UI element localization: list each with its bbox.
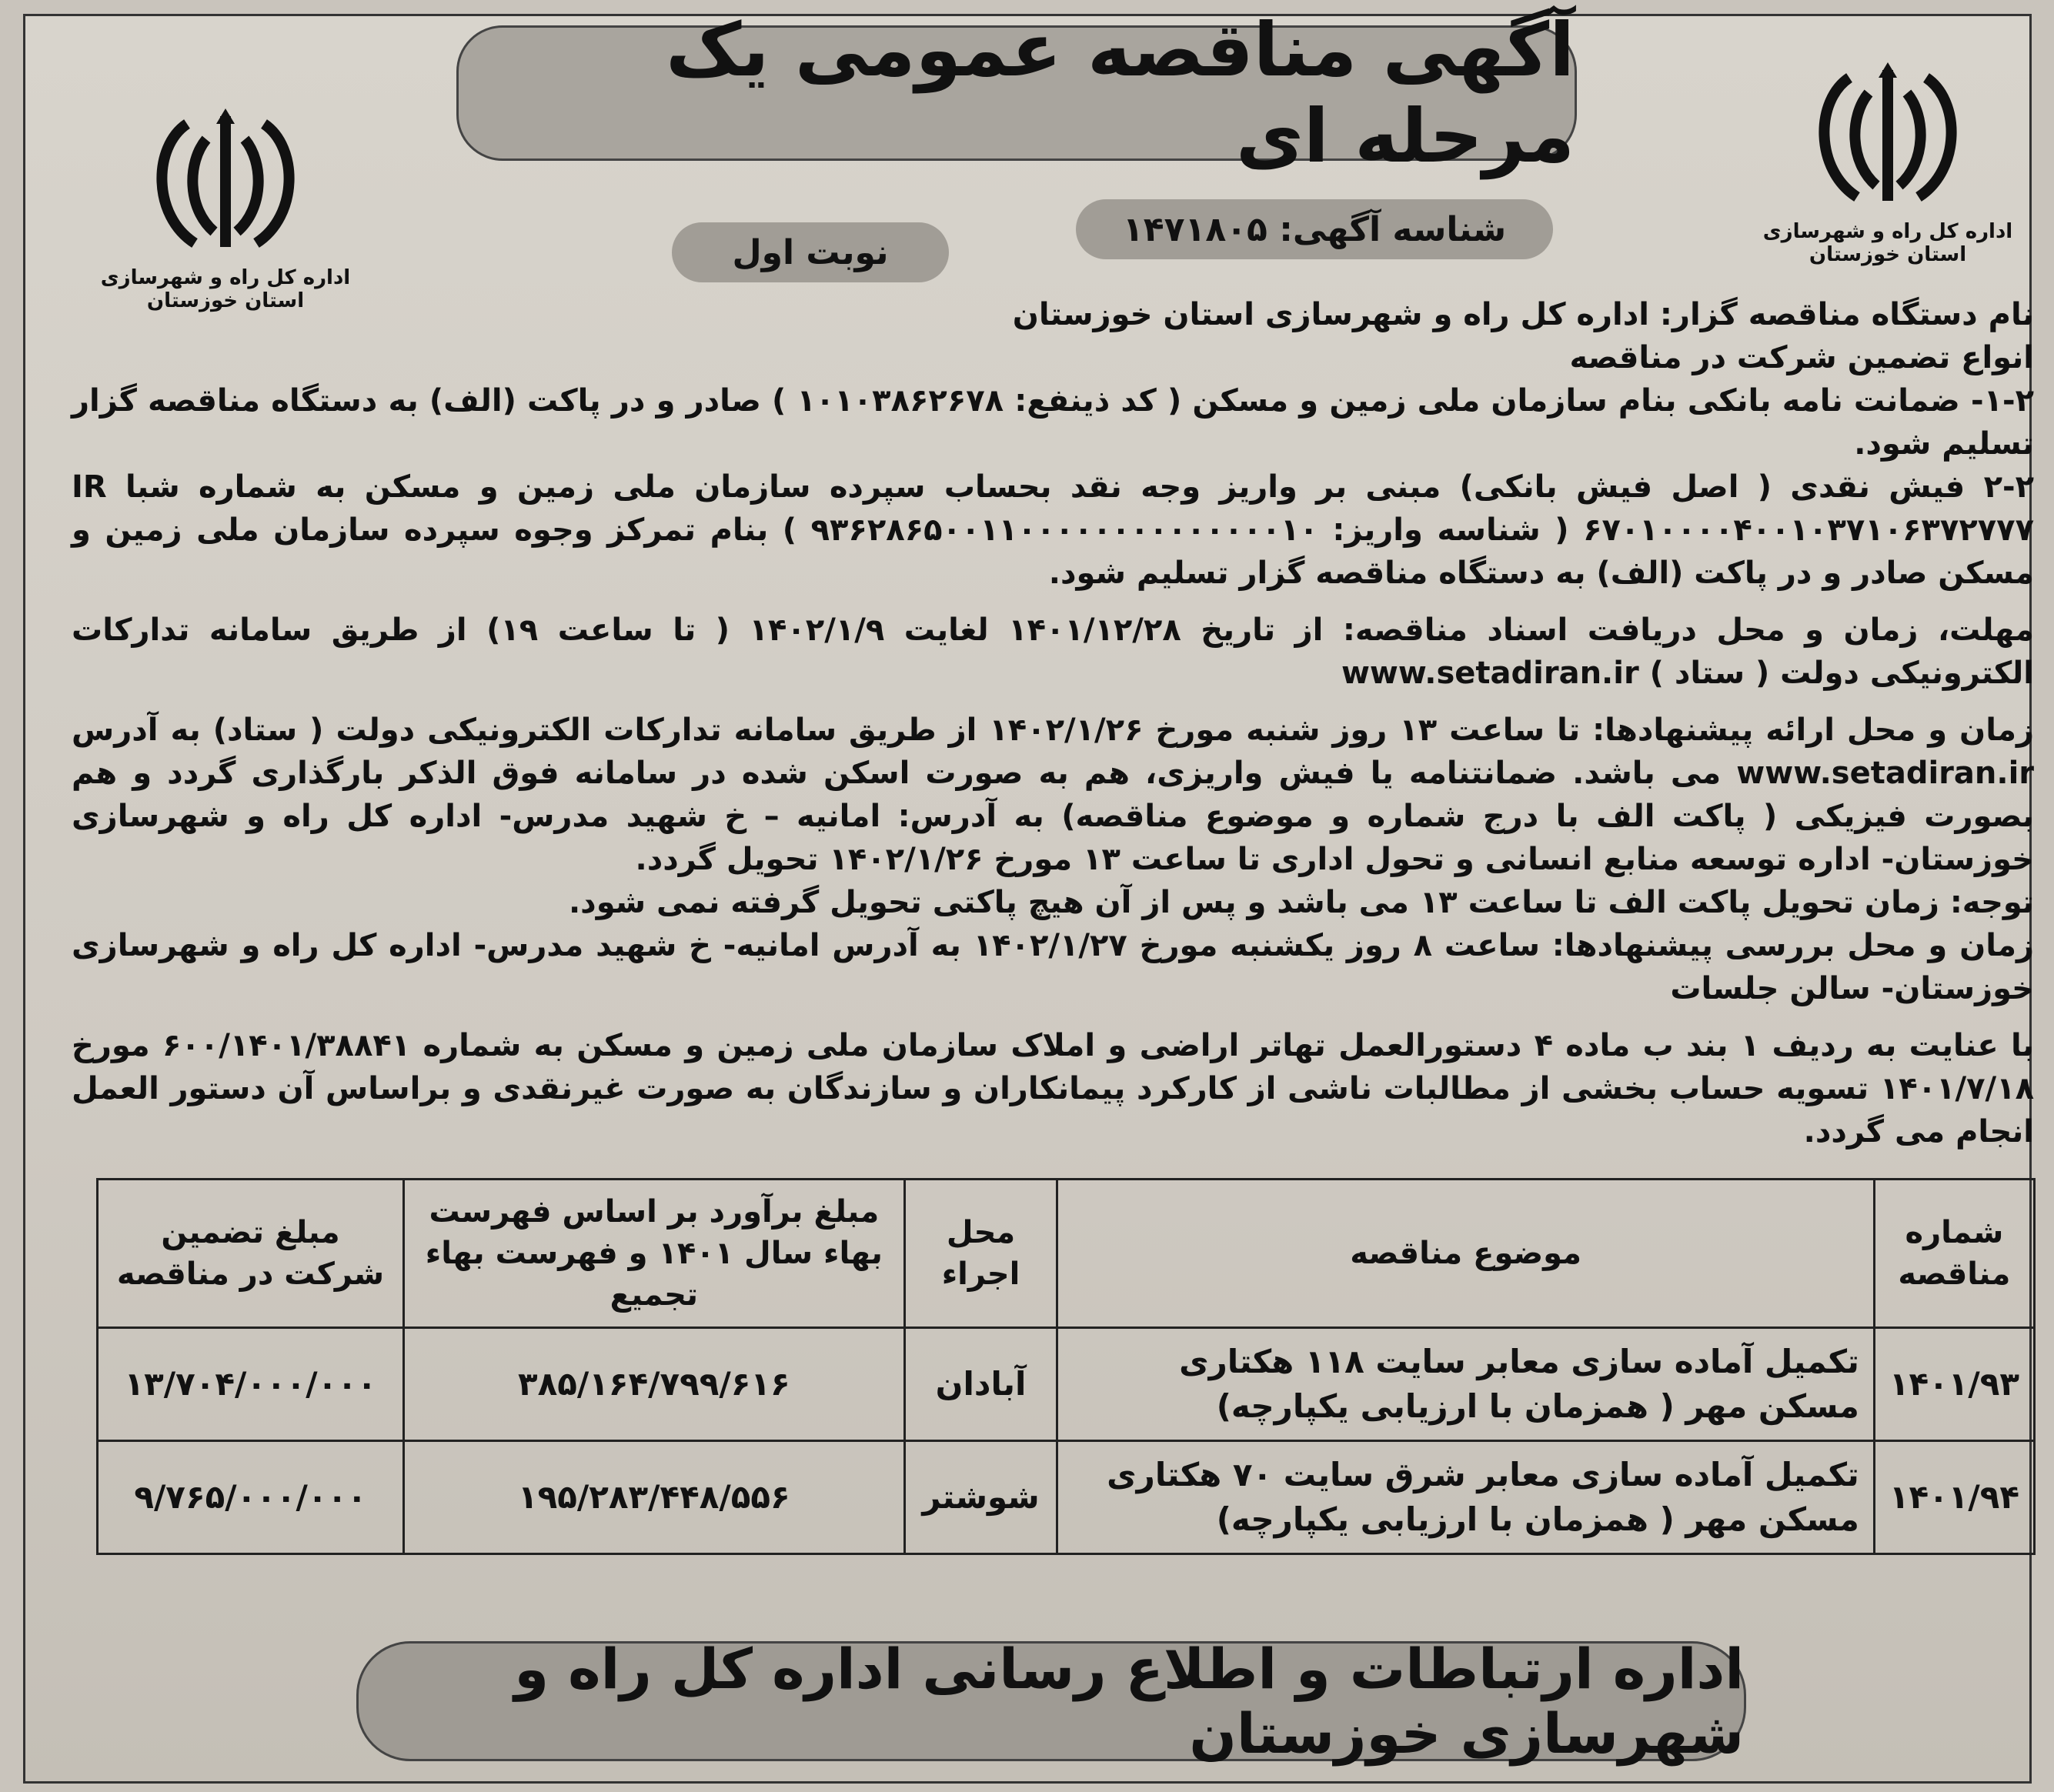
table-row bbox=[98, 1328, 2035, 1441]
header-estimate: مبلغ برآورد بر اساس فهرست بهاء سال ۱۴۰۱ و فهرست بهاء تجمیع bbox=[404, 1180, 905, 1328]
notice-note: توجه: زمان تحویل پاکت الف تا ساعت ۱۳ می باشد و پس از آن هیچ پاکتی تحویل گرفته نمی شود. bbox=[568, 885, 2034, 920]
header-tender-number: شماره مناقصه bbox=[1874, 1180, 2034, 1328]
footer-text: اداره ارتباطات و اطلاع رسانی اداره کل راه و شهرسازی خوزستان bbox=[514, 1637, 1744, 1766]
cell-location: شوشتر bbox=[904, 1441, 1057, 1554]
ad-id-badge: شناسه آگهی: ۱۴۷۱۸۰۵ bbox=[1076, 199, 1553, 259]
cell-tender-number: ۱۴۰۱/۹۳ bbox=[1874, 1328, 2034, 1441]
setad-link[interactable]: www.setadiran.ir bbox=[1341, 656, 1639, 691]
tenderer-name: نام دستگاه مناقصه گزار: اداره کل راه و شهرسازی استان خوزستان bbox=[1012, 297, 2034, 332]
emblem-left bbox=[99, 93, 352, 324]
document-deadline-text: مهلت، زمان و محل دریافت اسناد مناقصه: از تاریخ ۱۴۰۱/۱۲/۲۸ لغایت ۱۴۰۲/۱/۹ ( تا ساعت ۱۹) از طریق سامانه تدارکات الکترونیکی دولت ( ستاد ) bbox=[72, 612, 2034, 691]
ad-body bbox=[72, 293, 2034, 1153]
emblem-right bbox=[1761, 47, 2015, 278]
cell-estimate: ۱۹۵/۲۸۳/۴۴۸/۵۵۶ bbox=[404, 1441, 905, 1554]
guarantee-cash-receipt: ۲-۲ فیش نقدی ( اصل فیش بانکی) مبنی بر واریز وجه نقد بحساب سپرده سازمان ملی زمین و مسکن به شماره شبا IR ۶۷۰۱۰۰۰۰۴۰۰۱۰۳۷۱۰۶۳۷۲۷۷۷ ( شناسه واریز: ۹۳۶۲۸۶۵۰۰۱۱۰۰۰۰۰۰۰۰۰۰۰۰۰۰۱۰ ) بنام تمرکز وجوه سپرده سازمان ملی زمین و مسکن صادر و در پاکت (الف) به دستگاه مناقصه گزار تسلیم شود. bbox=[72, 469, 2034, 591]
submission-info: زمان و محل ارائه پیشنهادها: تا ساعت ۱۳ روز شنبه مورخ ۱۴۰۲/۱/۲۶ از طریق سامانه تدارکات الکترونیکی دولت ( ستاد) به آدرس www.setadiran.ir می باشد. ضمانتنامه یا فیش واریزی، هم به صورت اسکن شده در سامانه فوق الذکر بارگذاری گردد و هم بصورت فیزیکی ( پاکت الف با درج شماره و موضوع مناقصه) به آدرس: امانیه – خ شهید مدرس- اداره کل راه و شهرسازی خوزستان- اداره توسعه منابع انسانی و تحول اداری تا ساعت ۱۳ مورخ ۱۴۰۲/۱/۲۶ تحویل گردد. bbox=[72, 712, 2035, 877]
document-deadline bbox=[72, 609, 2034, 695]
cell-estimate: ۳۸۵/۱۶۴/۷۹۹/۶۱۶ bbox=[404, 1328, 905, 1441]
cell-subject: تکمیل آماده سازی معابر شرق سایت ۷۰ هکتاری مسکن مهر ( همزمان با ارزیابی یکپارچه) bbox=[1057, 1441, 1874, 1554]
guarantee-types-heading: انواع تضمین شرکت در مناقصه bbox=[1569, 340, 2034, 375]
footer-banner bbox=[356, 1637, 1746, 1766]
header-guarantee: مبلغ تضمین شرکت در مناقصه bbox=[98, 1180, 404, 1328]
tender-table bbox=[96, 1178, 2036, 1555]
table-header-row bbox=[98, 1180, 2035, 1328]
title-banner bbox=[456, 7, 1577, 179]
settlement-note: با عنایت به ردیف ۱ بند ب ماده ۴ دستورالعمل تهاتر اراضی و املاک سازمان ملی زمین و مسکن به شماره ۶۰۰/۱۴۰۱/۳۸۸۴۱ مورخ ۱۴۰۱/۷/۱۸ تسویه حساب بخشی از مطالبات ناشی از کارکرد پیمانکاران و سازندگان به صورت غیرنقدی و براساس آن دستور العمل انجام می گردد. bbox=[72, 1028, 2035, 1150]
table-row bbox=[98, 1441, 2035, 1554]
iran-emblem-icon bbox=[99, 93, 352, 262]
page-title: آگهی مناقصه عمومی یک مرحله ای bbox=[666, 7, 1575, 179]
guarantee-bank-letter: ۱-۲- ضمانت نامه بانکی بنام سازمان ملی زمین و مسکن ( کد ذینفع: ۱۰۱۰۳۸۶۲۶۷۸ ) صادر و در پاکت (الف) به دستگاه مناقصه گزار تسلیم شود. bbox=[72, 383, 2035, 462]
header-subject: موضوع مناقصه bbox=[1057, 1180, 1874, 1328]
opening-info: زمان و محل بررسی پیشنهادها: ساعت ۸ روز یکشنبه مورخ ۱۴۰۲/۱/۲۷ به آدرس امانیه- خ شهید مدرس- اداره کل راه و شهرسازی خوزستان- سالن جلسات bbox=[72, 928, 2035, 1006]
round-badge: نوبت اول bbox=[672, 222, 949, 282]
org-caption-left: اداره کل راه و شهرسازی استان خوزستان bbox=[100, 266, 351, 312]
cell-location: آبادان bbox=[904, 1328, 1057, 1441]
cell-tender-number: ۱۴۰۱/۹۴ bbox=[1874, 1441, 2034, 1554]
cell-guarantee: ۹/۷۶۵/۰۰۰/۰۰۰ bbox=[98, 1441, 404, 1554]
newspaper-ad bbox=[23, 7, 2035, 1784]
cell-subject: تکمیل آماده سازی معابر سایت ۱۱۸ هکتاری مسکن مهر ( همزمان با ارزیابی یکپارچه) bbox=[1057, 1328, 1874, 1441]
iran-emblem-icon bbox=[1761, 47, 2015, 216]
org-caption-right: اداره کل راه و شهرسازی استان خوزستان bbox=[1762, 220, 2013, 266]
cell-guarantee: ۱۳/۷۰۴/۰۰۰/۰۰۰ bbox=[98, 1328, 404, 1441]
header-location: محل اجراء bbox=[904, 1180, 1057, 1328]
